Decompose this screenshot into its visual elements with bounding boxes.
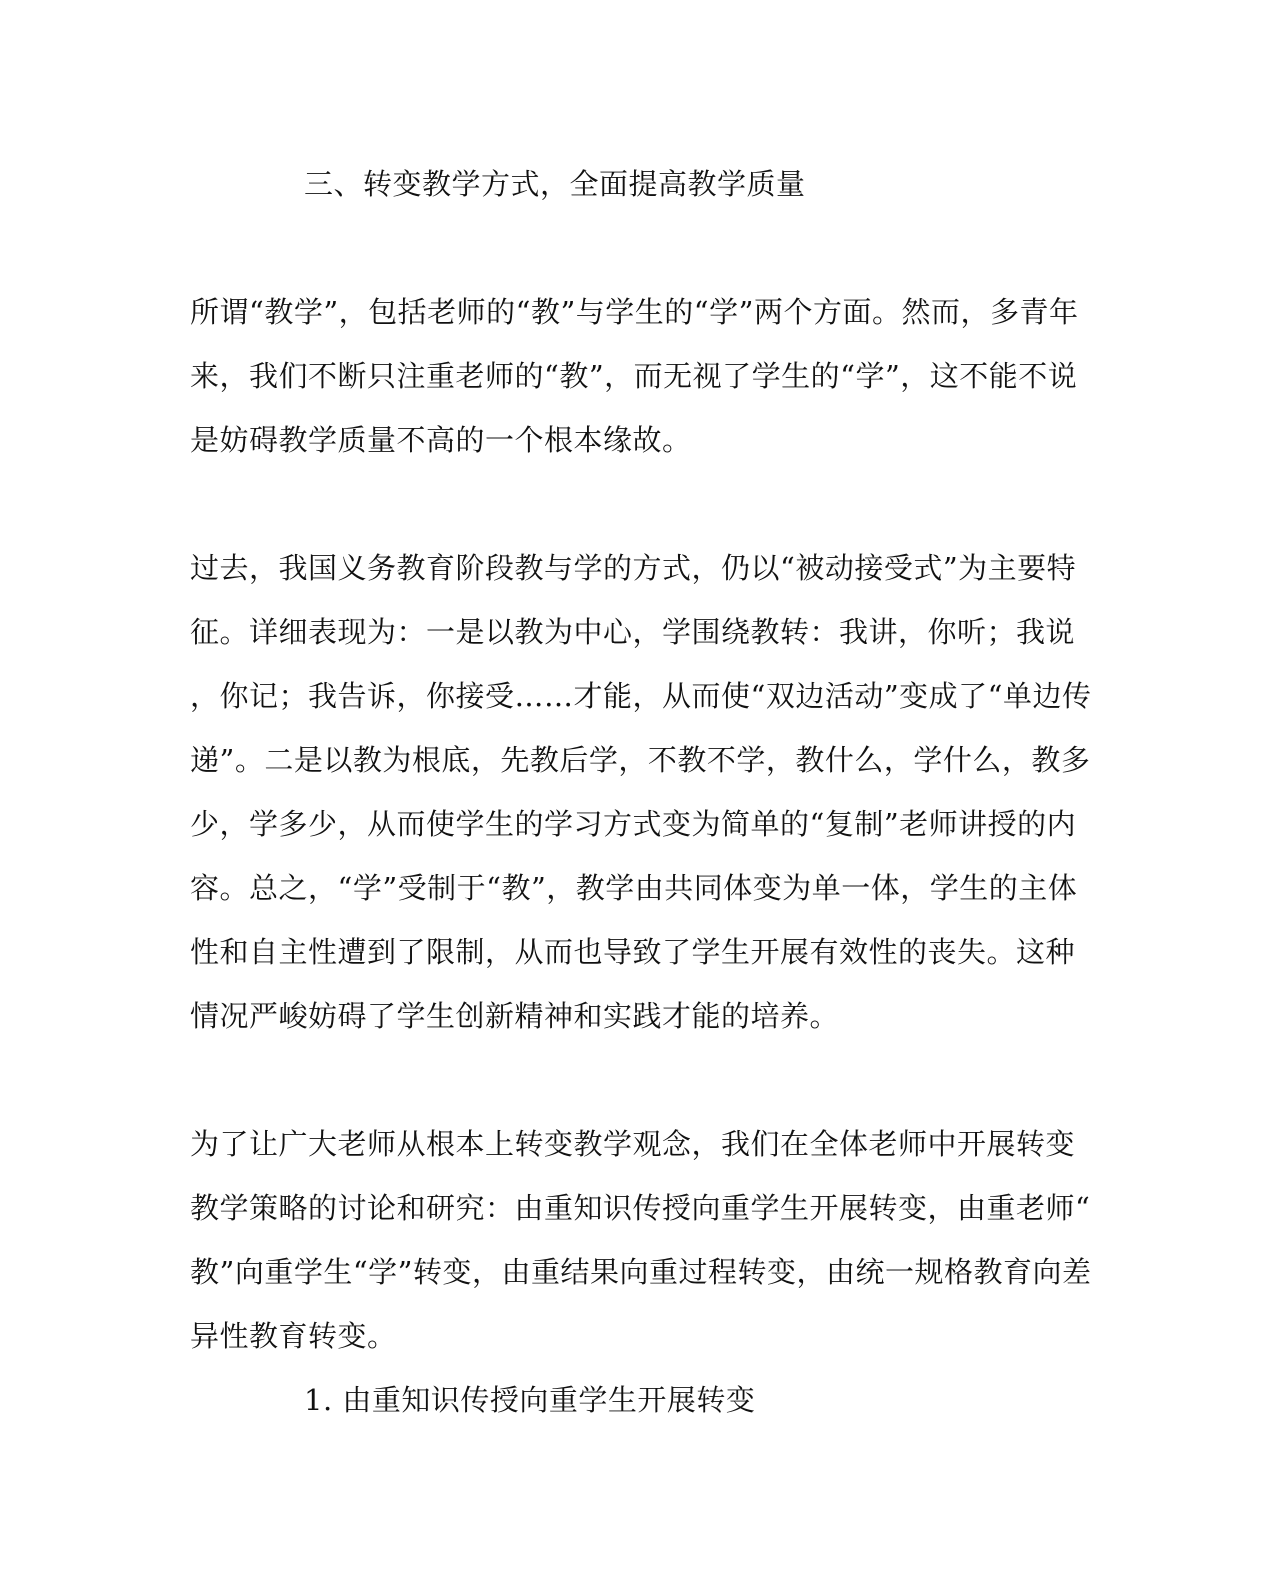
- paragraph-line: 来，我们不断只注重老师的“教”，而无视了学生的“学”，这不能不说: [190, 359, 1078, 393]
- section-heading: 三、转变教学方式，全面提高教学质量: [304, 167, 806, 201]
- paragraph-line: 所谓“教学”，包括老师的“教”与学生的“学”两个方面。然而，多青年: [190, 295, 1079, 329]
- paragraph-line: 递”。二是以教为根底，先教后学，不教不学，教什么，学什么，教多: [190, 743, 1091, 777]
- paragraph-line: ，你记；我告诉，你接受……才能，从而使“双边活动”变成了“单边传: [190, 679, 1092, 713]
- paragraph-line: 是妨碍教学质量不高的一个根本缘故。: [190, 423, 692, 457]
- paragraph-line: 过去，我国义务教育阶段教与学的方式，仍以“被动接受式”为主要特: [190, 551, 1077, 585]
- paragraph-line: 性和自主性遭到了限制，从而也导致了学生开展有效性的丧失。这种: [190, 935, 1076, 969]
- paragraph-line: 情况严峻妨碍了学生创新精神和实践才能的培养。: [190, 999, 840, 1033]
- paragraph-line: 教”向重学生“学”转变，由重结果向重过程转变，由统一规格教育向差: [190, 1255, 1092, 1289]
- paragraph-line: 为了让广大老师从根本上转变教学观念，我们在全体老师中开展转变: [190, 1127, 1076, 1161]
- paragraph-line: 教学策略的讨论和研究：由重知识传授向重学生开展转变，由重老师“: [190, 1191, 1091, 1225]
- paragraph-line: 容。总之，“学”受制于“教”，教学由共同体变为单一体，学生的主体: [190, 871, 1078, 905]
- paragraph-line: 异性教育转变。: [190, 1319, 397, 1353]
- paragraph-line: 征。详细表现为：一是以教为中心，学围绕教转：我讲，你听；我说: [190, 615, 1076, 649]
- subsection-heading: 1. 由重知识传授向重学生开展转变: [304, 1383, 756, 1417]
- paragraph-line: 少，学多少，从而使学生的学习方式变为简单的“复制”老师讲授的内: [190, 807, 1077, 841]
